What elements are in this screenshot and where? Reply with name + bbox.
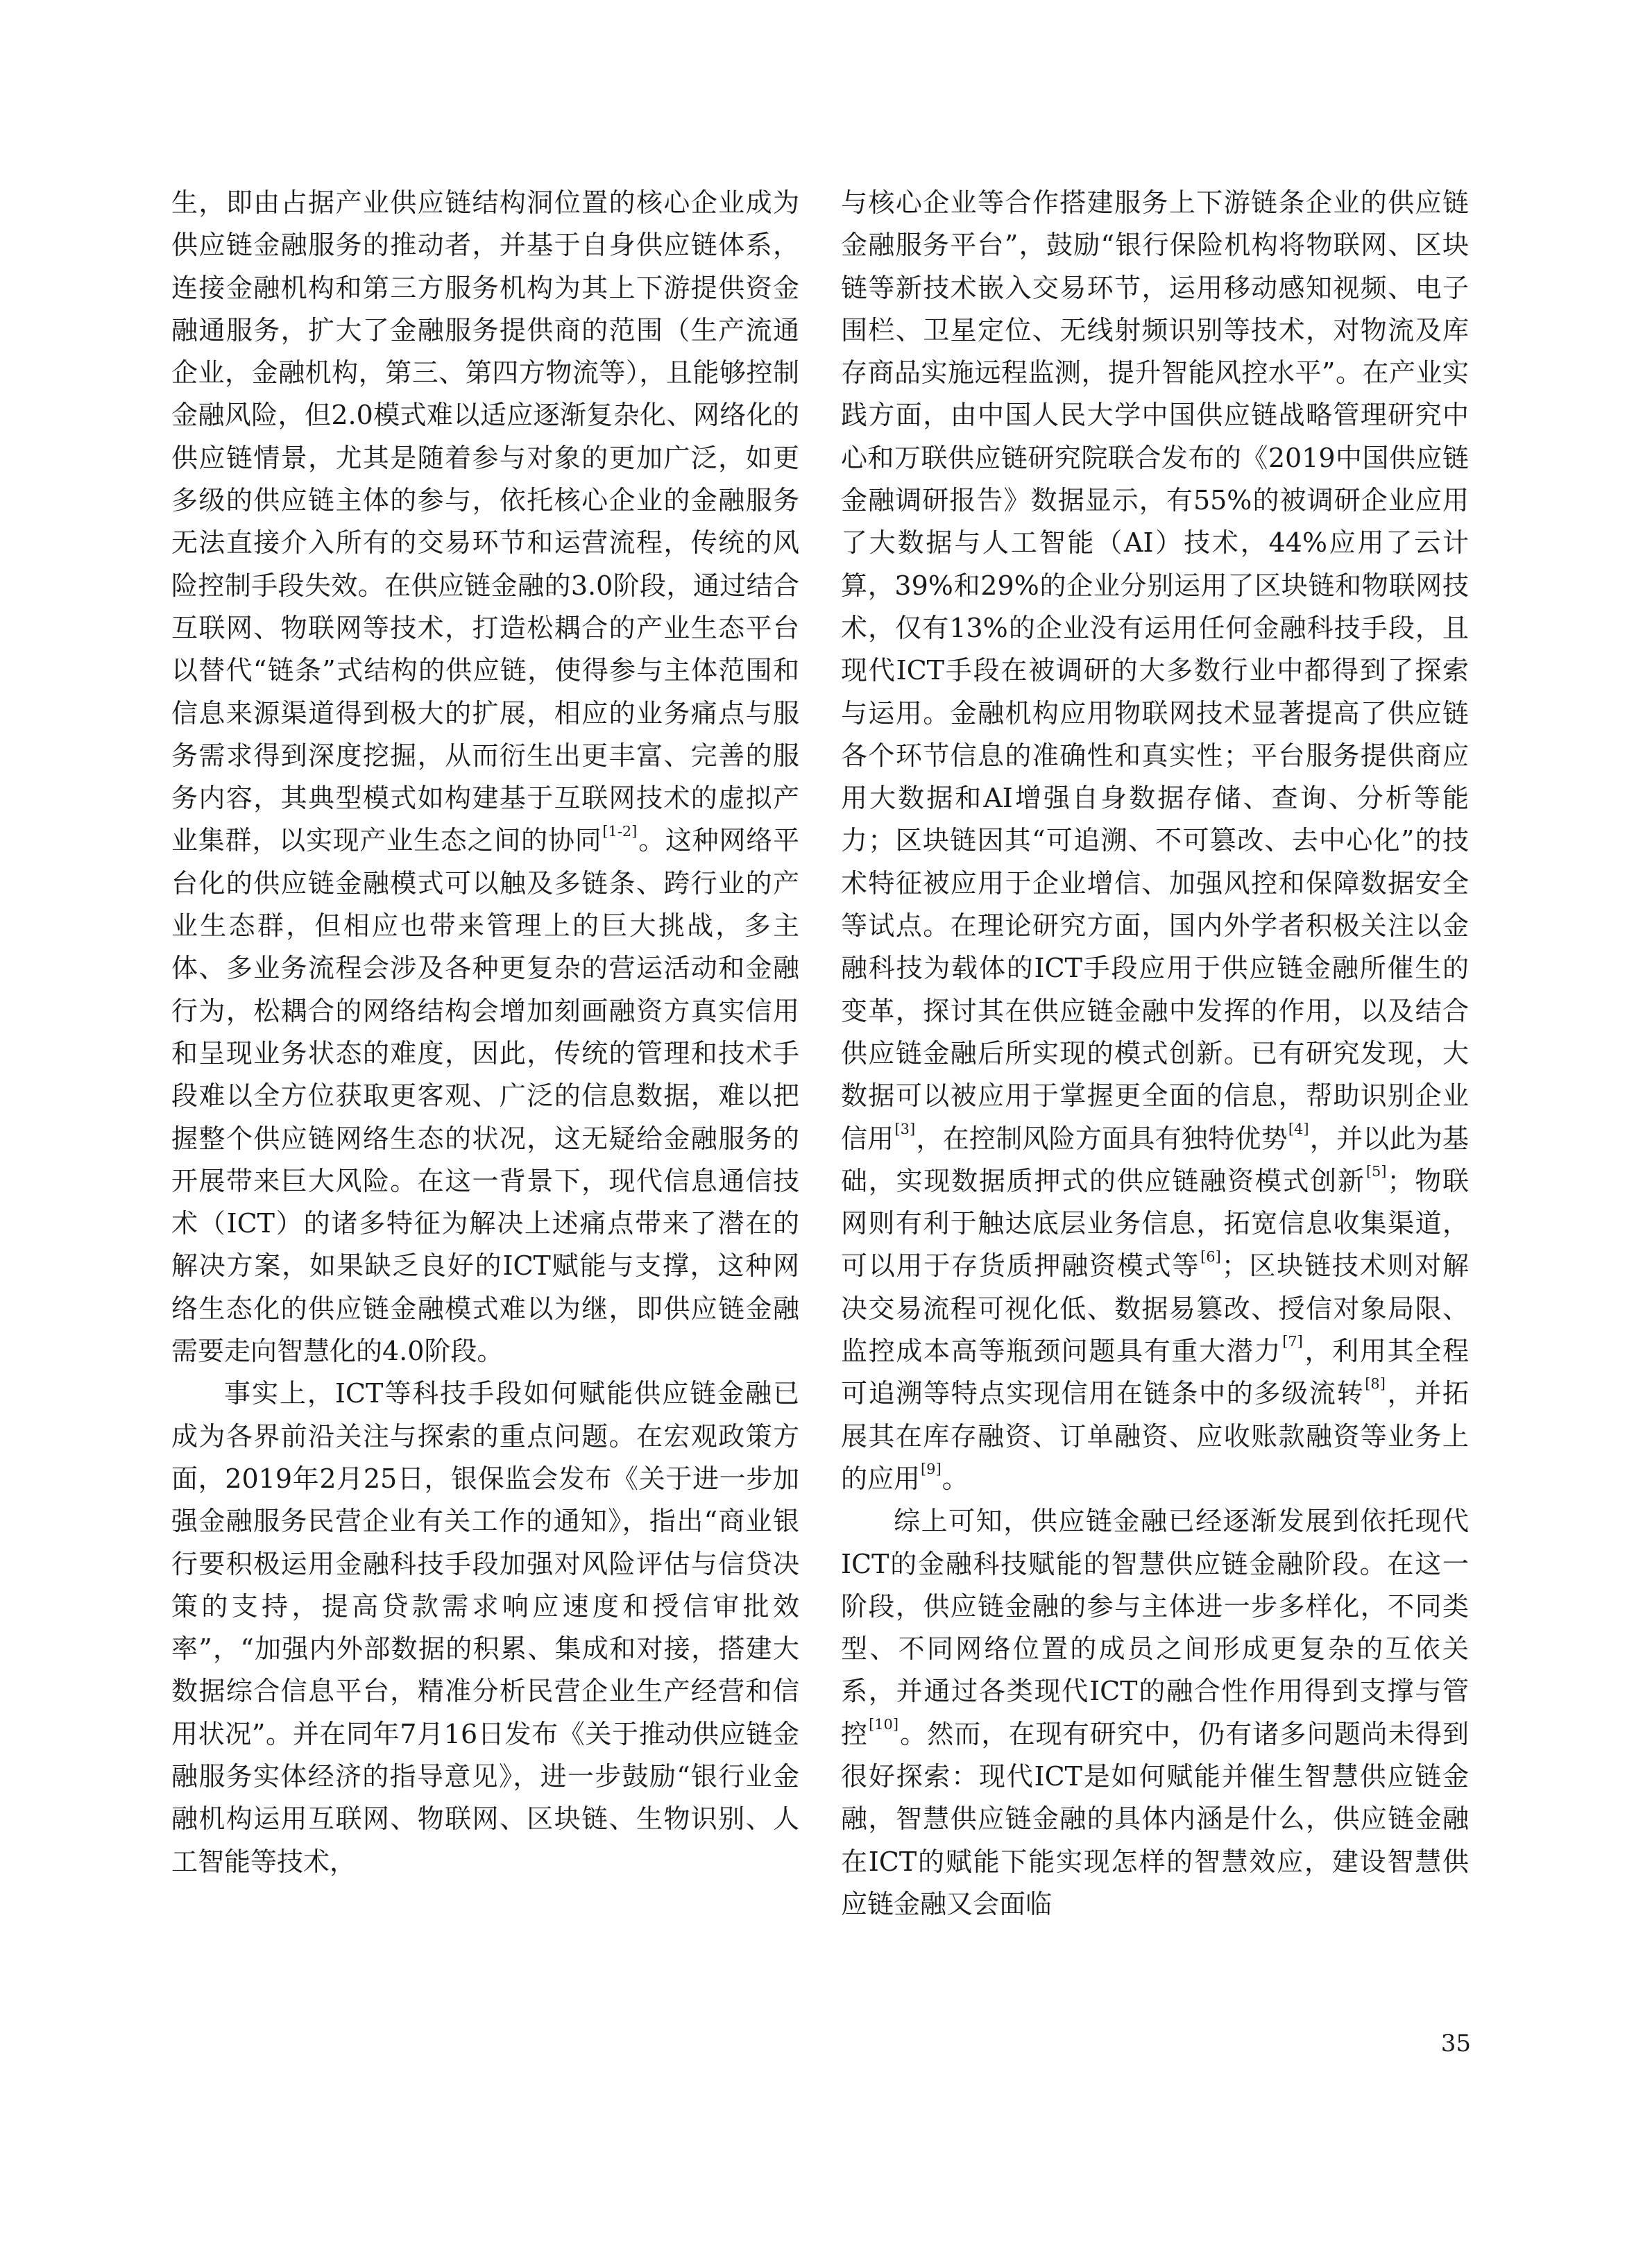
paragraph-text: 与核心企业等合作搭建服务上下游链条企业的供应链金融服务平台”，鼓励“银行保险机构将物联网、区块链等新技术嵌入交易环节，运用移动感知视频、电子围栏、卫星定位、无线射频识别等技术，对物流及库存商品实施远程监测，提升智能风控水平”。在产业实践方面，由中国人民大学中国供应链战略管理研究中心和万联供应链研究院联合发布的《2019中国供应链金融调研报告》数据显示，有55%的被调研企业应用了大数据与人工智能（AI）技术，44%应用了云计算，39%和29%的企业分别运用了区块链和物联网技术，仅有13%的企业没有运用任何金融科技手段，且现代ICT手段在被调研的大多数行业中都得到了探索与运用。金融机构应用物联网技术显著提高了供应链各个环节信息的准确性和真实性；平台服务提供商应用大数据和AI增强自身数据存储、查询、分析等能力；区块链因其“可追溯、不可篡改、去中心化”的技术特征被应用于企业增信、加强风控和保障数据安全等试点。在理论研究方面，国内外学者积极关注以金融科技为载体的ICT手段应用于供应链金融所催生的变革，探讨其在供应链金融中发挥的作用，以及结合供应链金融后所实现的模式创新。已有研究发现，大数据可以被应用于掌握更全面的信息，帮助识别企业信用 <box>841 187 1469 1154</box>
citation-ref: [4] <box>1288 1120 1309 1137</box>
citation-ref: [1-2] <box>602 822 638 840</box>
paragraph <box>171 182 799 1373</box>
paragraph-text: ，并拓展其在库存融资、订单融资、应收账款融资等业务上的应用 <box>841 1378 1469 1494</box>
paragraph-text: ，并以此为基础，实现数据质押式的供应链融资模式创新 <box>841 1123 1469 1196</box>
citation-ref: [9] <box>921 1461 942 1478</box>
citation-ref: [7] <box>1282 1333 1303 1350</box>
paragraph-text: 生，即由占据产业供应链结构洞位置的核心企业成为供应链金融服务的推动者，并基于自身供应链体系，连接金融机构和第三方服务机构为其上下游提供资金融通服务，扩大了金融服务提供商的范围（生产流通企业，金融机构，第三、第四方物流等），且能够控制金融风险，但2.0模式难以适应逐渐复杂化、网络化的供应链情景，尤其是随着参与对象的更加广泛，如更多级的供应链主体的参与，依托核心企业的金融服务无法直接介入所有的交易环节和运营流程，传统的风险控制手段失效。在供应链金融的3.0阶段，通过结合互联网、物联网等技术，打造松耦合的产业生态平台以替代“链条”式结构的供应链，使得参与主体范围和信息来源渠道得到极大的扩展，相应的业务痛点与服务需求得到深度挖掘，从而衍生出更丰富、完善的服务内容，其典型模式如构建基于互联网技术的虚拟产业集群，以实现产业生态之间的协同 <box>171 187 799 856</box>
paragraph-text: ，在控制风险方面具有独特优势 <box>916 1123 1288 1154</box>
paragraph-text: ；物联网则有利于触达底层业务信息，拓宽信息收集渠道，可以用于存货质押融资模式等 <box>841 1165 1469 1282</box>
citation-ref: [10] <box>869 1715 899 1733</box>
right-text-column <box>841 182 1469 1926</box>
paragraph-text: 。然而，在现有研究中，仍有诸多问题尚未得到很好探索：现代ICT是如何赋能并催生智慧供应链金融，智慧供应链金融的具体内涵是什么，供应链金融在ICT的赋能下能实现怎样的智慧效应，建设智慧供应链金融又会面临 <box>841 1718 1469 1919</box>
left-text-column <box>171 182 799 1883</box>
paragraph-text: ；区块链技术则对解决交易流程可视化低、数据易篡改、授信对象局限、监控成本高等瓶颈问题具有重大潜力 <box>841 1250 1469 1367</box>
paragraph <box>841 182 1469 1500</box>
paragraph-text: 事实上，ICT等科技手段如何赋能供应链金融已成为各界前沿关注与探索的重点问题。在宏观政策方面，2019年2月25日，银保监会发布《关于进一步加强金融服务民营企业有关工作的通知》，指出“商业银行要积极运用金融科技手段加强对风险评估与信贷决策的支持，提高贷款需求响应速度和授信审批效率”，“加强内外部数据的积累、集成和对接，搭建大数据综合信息平台，精准分析民营企业生产经营和信用状况”。并在同年7月16日发布《关于推动供应链金融服务实体经济的指导意见》，进一步鼓励“银行业金融机构运用互联网、物联网、区块链、生物识别、人工智能等技术， <box>171 1378 799 1877</box>
citation-ref: [5] <box>1365 1162 1387 1180</box>
paragraph-text: 。 <box>942 1463 969 1494</box>
paragraph <box>171 1373 799 1883</box>
paragraph-text: 综上可知，供应链金融已经逐渐发展到依托现代ICT的金融科技赋能的智慧供应链金融阶段。在这一阶段，供应链金融的参与主体进一步多样化，不同类型、不同网络位置的成员之间形成更复杂的互依关系，并通过各类现代ICT的融合性作用得到支撑与管控 <box>841 1506 1469 1749</box>
citation-ref: [3] <box>894 1120 916 1137</box>
paragraph-text: 。这种网络平台化的供应链金融模式可以触及多链条、跨行业的产业生态群，但相应也带来管理上的巨大挑战，多主体、多业务流程会涉及各种更复杂的营运活动和金融行为，松耦合的网络结构会增加刻画融资方真实信用和呈现业务状态的难度，因此，传统的管理和技术手段难以全方位获取更客观、广泛的信息数据，难以把握整个供应链网络生态的状况，这无疑给金融服务的开展带来巨大风险。在这一背景下，现代信息通信技术（ICT）的诸多特征为解决上述痛点带来了潜在的解决方案，如果缺乏良好的ICT赋能与支撑，这种网络生态化的供应链金融模式难以为继，即供应链金融需要走向智慧化的4.0阶段。 <box>171 825 799 1367</box>
page-number: 35 <box>1440 2030 1471 2057</box>
paragraph <box>841 1500 1469 1926</box>
citation-ref: [8] <box>1365 1375 1386 1393</box>
paragraph-text: ，利用其全程可追溯等特点实现信用在链条中的多级流转 <box>841 1336 1469 1409</box>
citation-ref: [6] <box>1200 1248 1221 1265</box>
